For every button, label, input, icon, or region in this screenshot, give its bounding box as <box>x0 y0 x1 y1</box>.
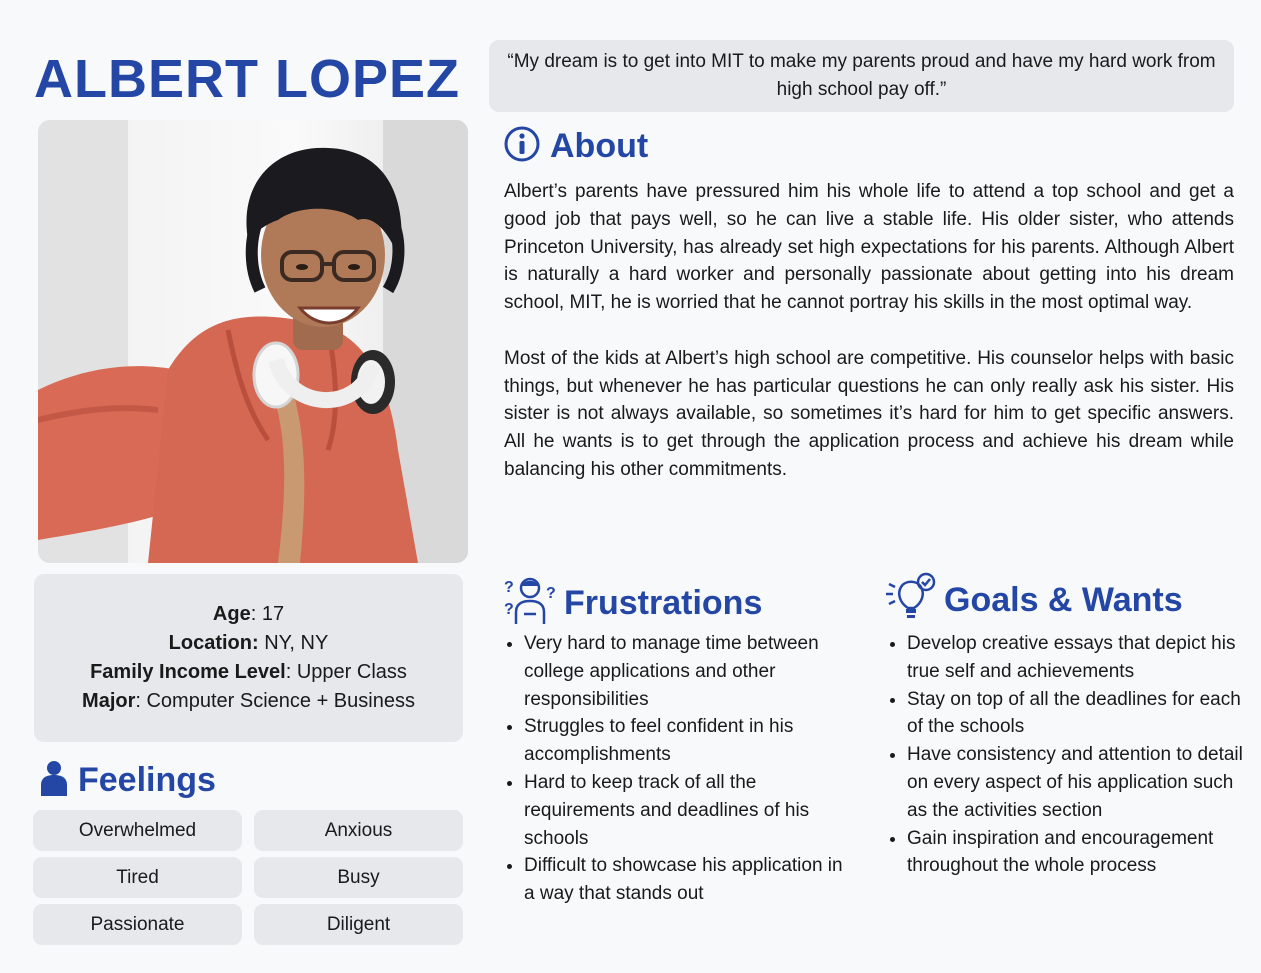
goals-list <box>887 630 1257 880</box>
major-row <box>82 687 415 716</box>
age-label: Age <box>212 603 251 625</box>
list-item: • Very hard to manage time between college applications and other responsibilities <box>524 630 854 713</box>
feeling-chip: Tired <box>33 857 242 898</box>
about-header <box>504 124 648 168</box>
list-item: • Gain inspiration and encouragement throughout the whole process <box>907 825 1257 881</box>
frustrations-title: Frustrations <box>564 583 763 622</box>
list-item: • Stay on top of all the deadlines for each of the schools <box>907 686 1257 742</box>
persona-photo <box>38 120 468 563</box>
info-icon <box>504 126 540 167</box>
income-row <box>90 658 407 687</box>
feeling-chip: Passionate <box>33 904 242 945</box>
about-paragraph: Albert’s parents have pressured him his whole life to attend a top school and get a good job that pays well, so he can live a stable life. His older sister, who attends Princeton University, has already set high expectations for his parents. Although Albert is naturally a hard worker and personally passionate about getting into his dream school, MIT, he is worried that he cannot portray his skills in the most optimal way. <box>504 181 1234 314</box>
lightbulb-icon <box>884 572 938 627</box>
svg-text:?: ? <box>546 585 556 602</box>
frustrations-list <box>504 630 854 908</box>
location-row <box>169 629 329 658</box>
feeling-chip: Diligent <box>254 904 463 945</box>
person-icon <box>40 760 68 801</box>
feeling-chip: Busy <box>254 857 463 898</box>
list-item: • Hard to keep track of all the requirements and deadlines of his schools <box>524 769 854 852</box>
about-paragraph: Most of the kids at Albert’s high school are competitive. His counselor helps with basic things, but whenever he has particular questions he can only really ask his sister. His sister is not always available, so sometimes it’s hard for him to get specific answers. All he wants is to get through the application process and achieve his dream while balancing his other commitments. <box>504 347 1234 480</box>
list-item: • Struggles to feel confident in his accomplishments <box>524 713 854 769</box>
major-label: Major <box>82 690 136 712</box>
persona-details <box>34 574 463 742</box>
list-item: • Difficult to showcase his application in a way that stands out <box>524 852 854 908</box>
frustrations-header <box>502 574 762 631</box>
feeling-chip: Overwhelmed <box>33 810 242 851</box>
location-value: NY, NY <box>258 632 329 654</box>
major-value: : Computer Science + Business <box>135 690 415 712</box>
svg-text:?: ? <box>504 601 514 618</box>
location-label: Location: <box>168 632 259 654</box>
age-row <box>213 600 284 629</box>
about-title: About <box>550 127 649 165</box>
persona-name: ALBERT LOPEZ <box>34 49 460 109</box>
goals-title: Goals & Wants <box>944 580 1183 619</box>
age-value: : 17 <box>250 603 285 625</box>
confused-person-icon <box>502 574 558 631</box>
persona-quote: “My dream is to get into MIT to make my parents proud and have my hard work from high school pay off.” <box>489 40 1234 112</box>
svg-text:?: ? <box>504 579 514 596</box>
income-label: Family Income Level <box>90 661 286 683</box>
feelings-header <box>40 758 216 802</box>
income-value: : Upper Class <box>285 661 407 683</box>
feelings-chips <box>33 810 463 945</box>
feelings-title: Feelings <box>78 761 216 799</box>
list-item: • Have consistency and attention to detail on every aspect of his application such as the activities section <box>907 741 1257 824</box>
selfie-illustration <box>38 120 468 563</box>
feeling-chip: Anxious <box>254 810 463 851</box>
list-item: • Develop creative essays that depict his true self and achievements <box>907 630 1257 686</box>
about-text <box>504 178 1234 512</box>
goals-header <box>884 572 1183 627</box>
